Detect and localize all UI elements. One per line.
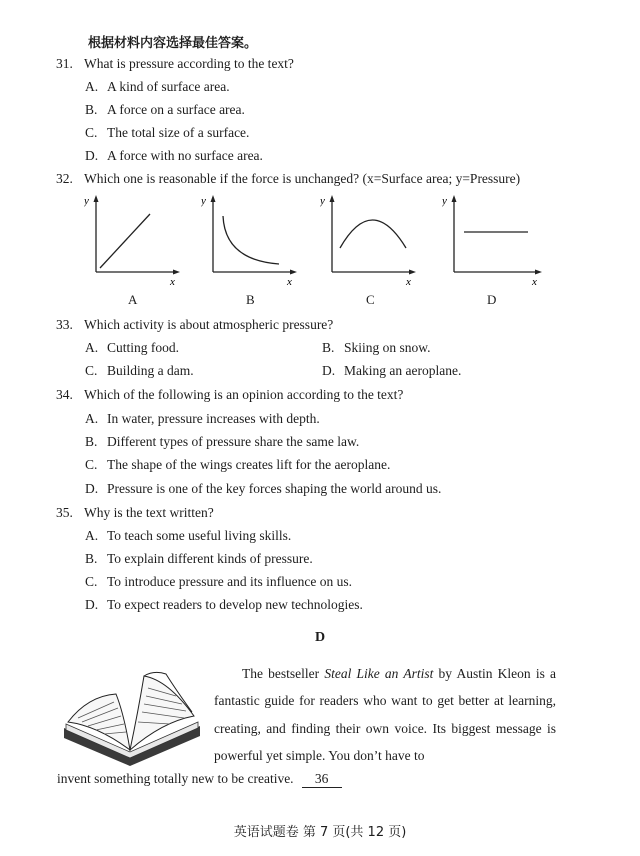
question-number: 34. (56, 387, 73, 402)
option-text: Cutting food. (107, 340, 180, 355)
y-axis-label: y (320, 195, 325, 207)
y-axis-arrow (452, 195, 457, 202)
option-letter: B. (322, 340, 335, 355)
option-35-d[interactable] (85, 597, 363, 613)
x-axis-label: x (287, 276, 292, 288)
option-text: Skiing on snow. (344, 340, 431, 355)
option-letter: D. (322, 363, 336, 378)
question-number: 31. (56, 56, 73, 71)
option-letter: B. (85, 434, 98, 449)
question-text: Which activity is about atmospheric pressure? (84, 317, 334, 332)
option-text: In water, pressure increases with depth. (107, 411, 320, 426)
option-letter: A. (85, 411, 99, 426)
option-33-c[interactable] (85, 363, 194, 379)
option-34-b[interactable] (85, 434, 359, 450)
option-text: The total size of a surface. (107, 125, 250, 140)
x-axis-arrow (290, 270, 297, 275)
option-letter: C. (85, 457, 98, 472)
option-33-d[interactable] (322, 363, 461, 379)
option-33-a[interactable] (85, 340, 179, 356)
y-axis-label: y (84, 195, 89, 207)
question-text: Which one is reasonable if the force is unchanged? (x=Surface area; y=Pressure) (84, 171, 521, 186)
option-34-d[interactable] (85, 481, 441, 497)
option-text: The shape of the wings creates lift for the aeroplane. (107, 457, 391, 472)
question-text: Which of the following is an opinion according to the text? (84, 387, 404, 402)
instruction-text: 根据材料内容选择最佳答案。 (88, 36, 258, 51)
option-31-c[interactable] (85, 125, 249, 141)
question-text: What is pressure according to the text? (84, 56, 294, 71)
option-31-a[interactable] (85, 79, 230, 95)
question-32 (56, 171, 520, 187)
passage-text-rest: by Austin Kleon is a fantastic guide for readers who want to get better at learning, creating, and finding their own voice. Its biggest message is powerful yet simple. You don’t have to (214, 666, 556, 763)
passage-last-text: invent something totally new to be creative. (57, 771, 294, 786)
graph-b-label: B (246, 292, 255, 307)
passage-d-paragraph (214, 660, 556, 769)
option-34-a[interactable] (85, 411, 320, 427)
option-35-a[interactable] (85, 528, 291, 544)
option-33-b[interactable] (322, 340, 431, 356)
y-axis-label: y (201, 195, 206, 207)
y-axis-arrow (211, 195, 216, 202)
question-number: 33. (56, 317, 73, 332)
graph-b[interactable] (201, 192, 301, 288)
option-text: A force with no surface area. (107, 148, 263, 163)
passage-text-start: The bestseller (242, 666, 325, 681)
option-text: To teach some useful living skills. (107, 528, 292, 543)
option-text: To introduce pressure and its influence on us. (107, 574, 352, 589)
graph-d[interactable] (442, 192, 546, 288)
curve-increasing (100, 214, 150, 268)
open-book-icon (58, 666, 206, 766)
option-text: A force on a surface area. (107, 102, 245, 117)
option-31-d[interactable] (85, 148, 263, 164)
option-text: Building a dam. (107, 363, 194, 378)
graph-a-label: A (128, 292, 138, 307)
question-text: Why is the text written? (84, 505, 214, 520)
blank-36[interactable]: 36 (302, 771, 342, 788)
option-letter: C. (85, 125, 98, 140)
question-number: 32. (56, 171, 73, 186)
x-axis-arrow (535, 270, 542, 275)
graph-c[interactable] (320, 192, 420, 288)
question-31 (56, 56, 294, 72)
question-33 (56, 317, 333, 333)
x-axis-label: x (170, 276, 175, 288)
option-text: Making an aeroplane. (344, 363, 462, 378)
x-axis-label: x (532, 276, 537, 288)
page-footer: 英语试题卷 第 7 页(共 12 页) (233, 825, 407, 840)
y-axis-arrow (94, 195, 99, 202)
option-letter: A. (85, 79, 99, 94)
option-text: Pressure is one of the key forces shaping the world around us. (107, 481, 442, 496)
x-axis-arrow (409, 270, 416, 275)
option-letter: C. (85, 574, 98, 589)
option-34-c[interactable] (85, 457, 390, 473)
section-heading: D (314, 630, 326, 645)
x-axis-label: x (406, 276, 411, 288)
option-letter: A. (85, 340, 99, 355)
y-axis-label: y (442, 195, 447, 207)
option-text: To explain different kinds of pressure. (107, 551, 313, 566)
question-34 (56, 387, 403, 403)
option-31-b[interactable] (85, 102, 245, 118)
book-title: Steal Like an Artist (324, 666, 434, 681)
option-35-c[interactable] (85, 574, 352, 590)
option-35-b[interactable] (85, 551, 313, 567)
graph-d-label: D (487, 292, 497, 307)
question-number: 35. (56, 505, 73, 520)
option-letter: B. (85, 102, 98, 117)
y-axis-arrow (330, 195, 335, 202)
x-axis-arrow (173, 270, 180, 275)
option-text: A kind of surface area. (107, 79, 230, 94)
question-35 (56, 505, 214, 521)
curve-decreasing (223, 216, 279, 264)
option-letter: A. (85, 528, 99, 543)
option-text: To expect readers to develop new technologies. (107, 597, 363, 612)
curve-arch (340, 220, 406, 248)
option-letter: D. (85, 597, 99, 612)
option-letter: B. (85, 551, 98, 566)
graph-a[interactable] (84, 192, 184, 288)
option-letter: D. (85, 148, 99, 163)
option-letter: D. (85, 481, 99, 496)
option-letter: C. (85, 363, 98, 378)
option-text: Different types of pressure share the same law. (107, 434, 360, 449)
graph-c-label: C (366, 292, 375, 307)
passage-last-line (57, 771, 342, 788)
